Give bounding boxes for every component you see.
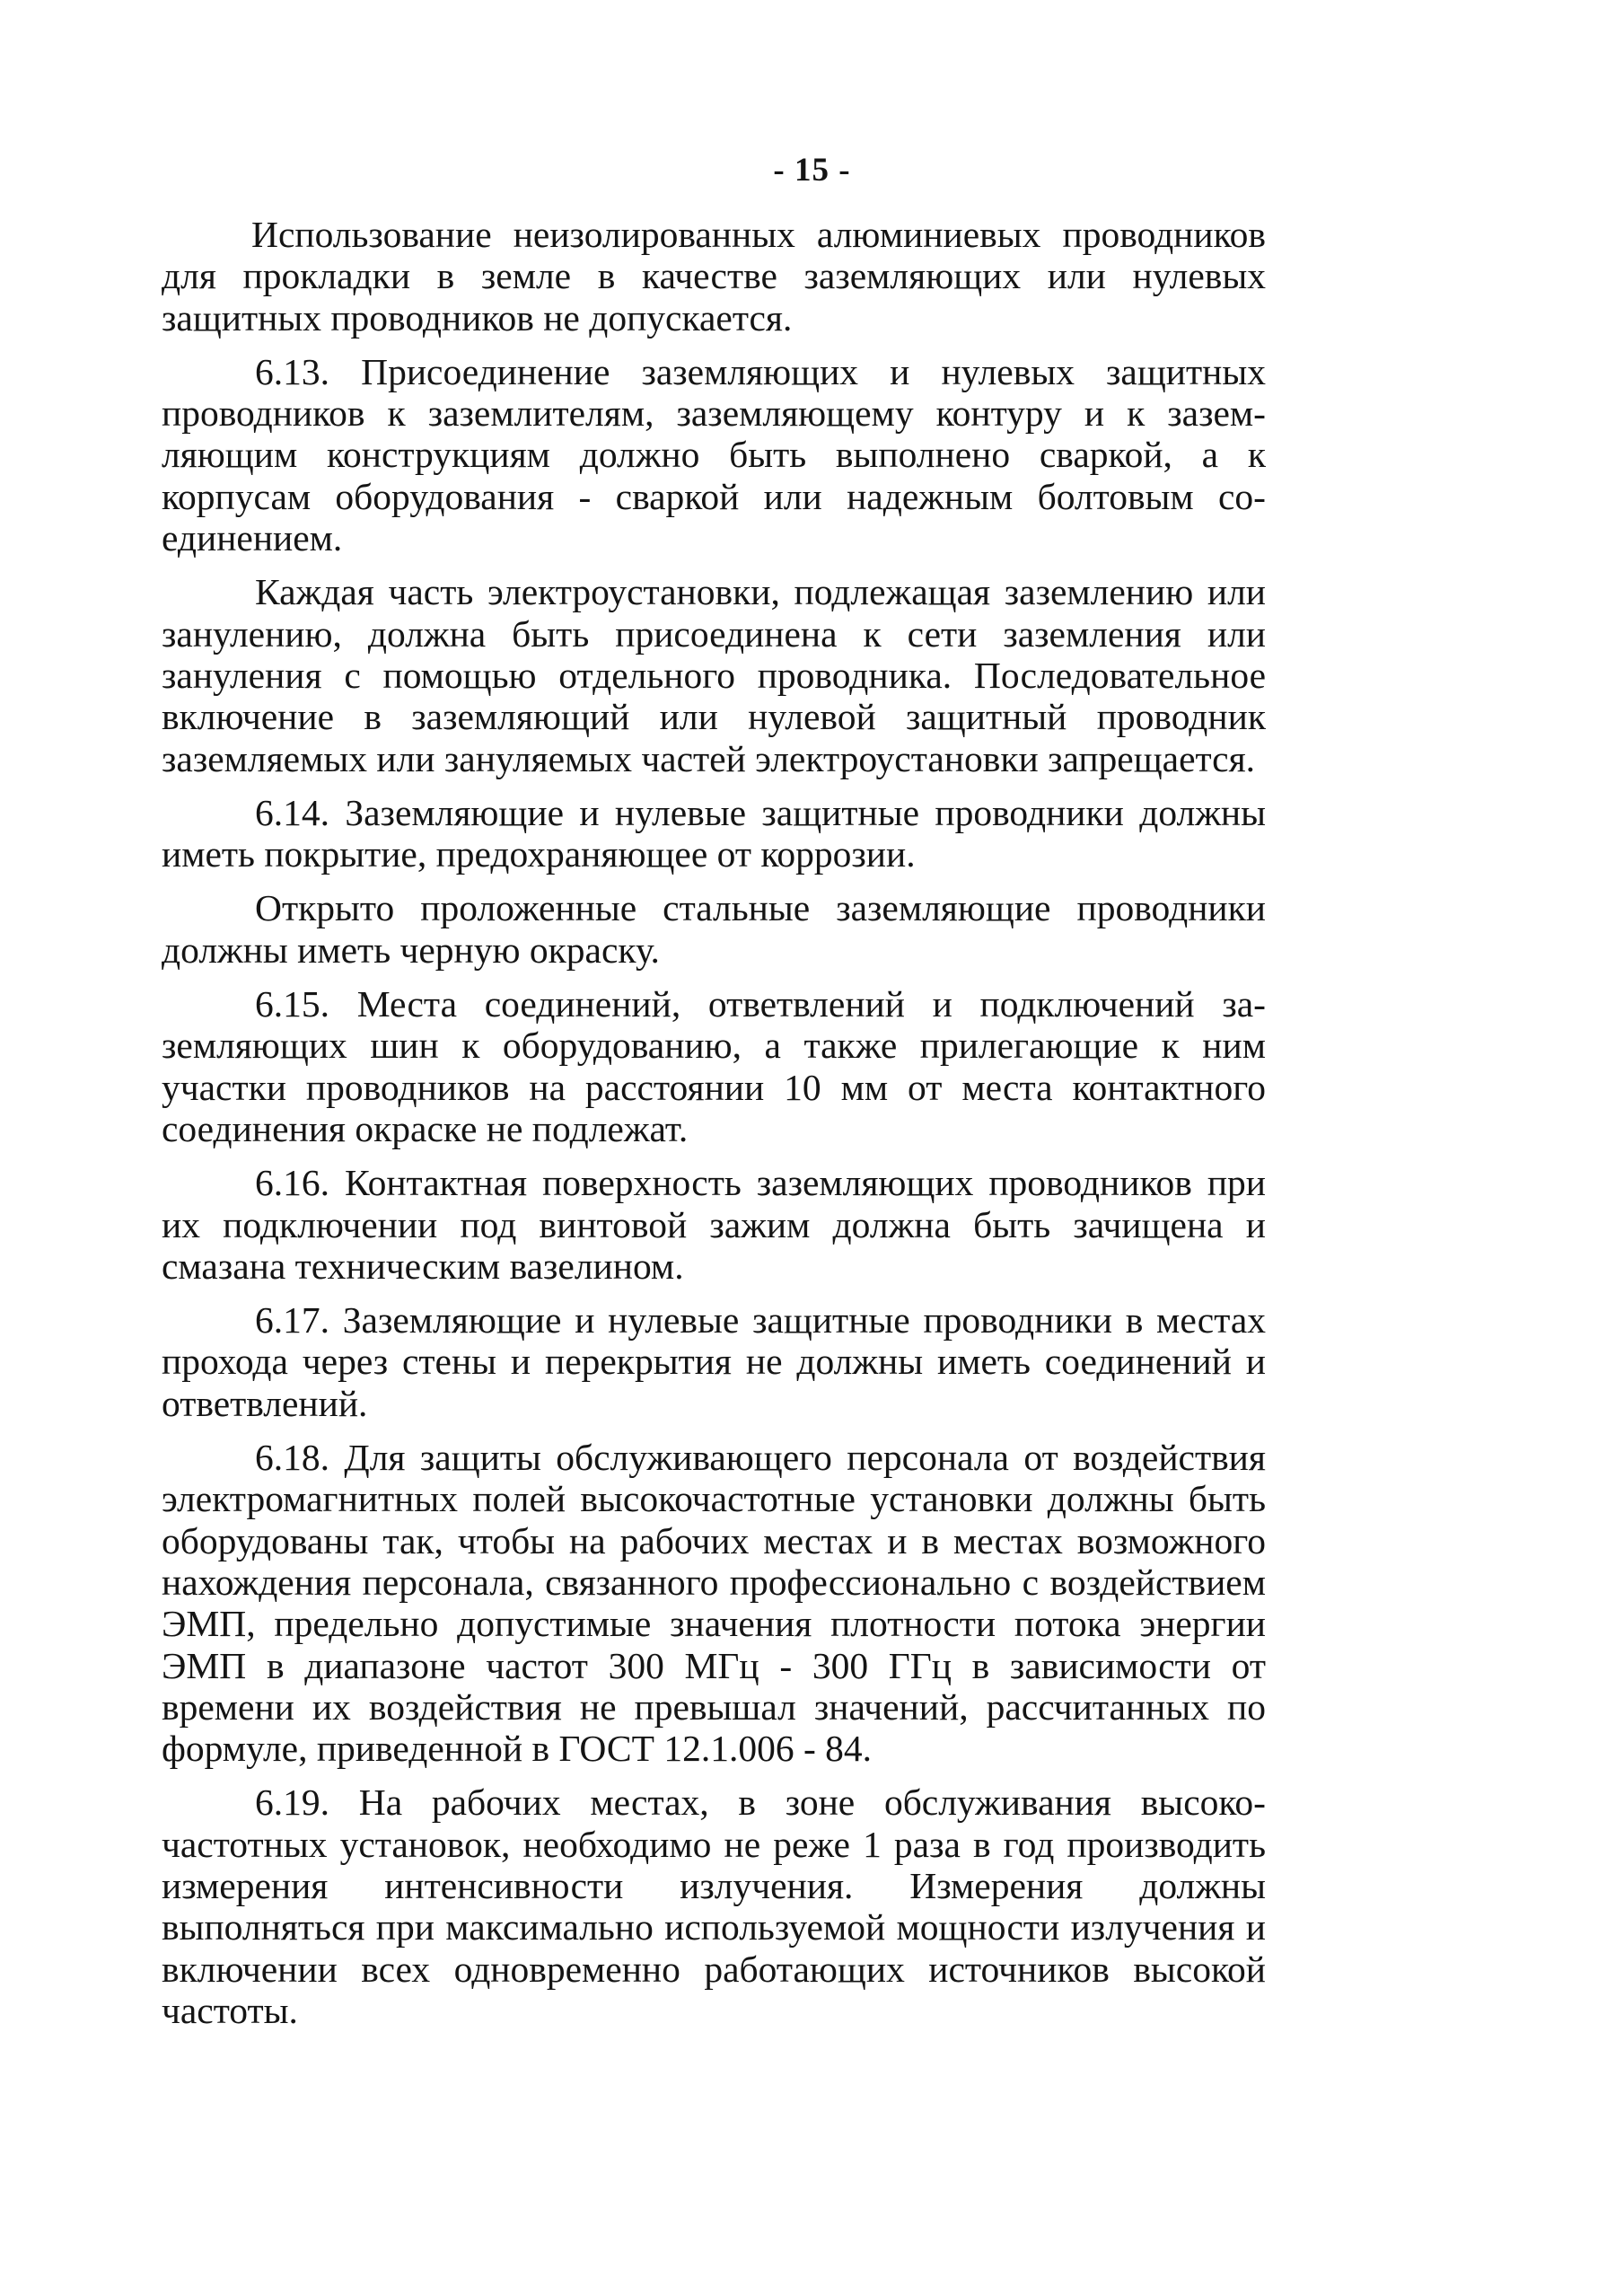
paragraph-6-16: 6.16. Контактная поверхность заземляющих проводников при их подключении под винтовой зажим должна быть зачищена и смазана техническим вазелином. (162, 1162, 1266, 1287)
paragraph: Каждая часть электроустановки, подлежащая заземлению или занулению, должна быть присоединена к сети заземления или зануления с помощью отдельного проводника. Последовательное включение в заземляющий или нулевой защитный проводник заземляемых или зануляемых частей электроустановки запрещается. (162, 571, 1266, 779)
paragraph-6-19: 6.19. На рабочих местах, в зоне обслуживания высокочастотных установок, необходимо не реже 1 раза в год производить измерения интенсивности излучения. Измерения должны выполняться при максимально используемой мощности излучения и включении всех одновременно работающих источников высокой частоты. (162, 1781, 1266, 2031)
page-number: - 15 - (773, 152, 851, 189)
paragraph-6-17: 6.17. Заземляющие и нулевые защитные проводники в местах прохода через стены и перекрытия не должны иметь соединений и ответвлений. (162, 1299, 1266, 1424)
paragraph-6-13: 6.13. Присоединение заземляющих и нулевых защитных проводников к заземлителям, заземляющему контуру и к заземляющим конструкциям должно быть выполнено сваркой, а к корпусам оборудования - сваркой или надежным болтовым соединением. (162, 350, 1266, 559)
paragraph-6-18: 6.18. Для защиты обслуживающего персонала от воздействия электромагнитных полей высокочастотные установки должны быть оборудованы так, чтобы на рабочих местах и в местах возможного нахождения персонала, связанного профессионально с воздействием ЭМП, предельно допустимые значения плотности потока энергии ЭМП в диапазоне частот 300 МГц - 300 ГГц в зависимости от времени их воздействия не превышал значений, рассчитанных по формуле, приведенной в ГОСТ 12.1.006 - 84. (162, 1437, 1266, 1770)
paragraph: Открыто проложенные стальные заземляющие проводники должны иметь черную окраску. (162, 887, 1266, 971)
paragraph-6-14: 6.14. Заземляющие и нулевые защитные проводники должны иметь покрытие, предохраняющее от коррозии. (162, 791, 1266, 875)
paragraph-6-15: 6.15. Места соединений, ответвлений и подключений заземляющих шин к оборудованию, а также прилегающие к ним участки проводников на расстоянии 10 мм от места контактного соединения окраске не подлежат. (162, 983, 1266, 1149)
paragraph: Использование неизолированных алюминиевых проводников для прокладки в земле в качестве заземляющих или нулевых защитных проводников не допускается. (162, 214, 1266, 339)
document-body (162, 214, 1266, 2044)
